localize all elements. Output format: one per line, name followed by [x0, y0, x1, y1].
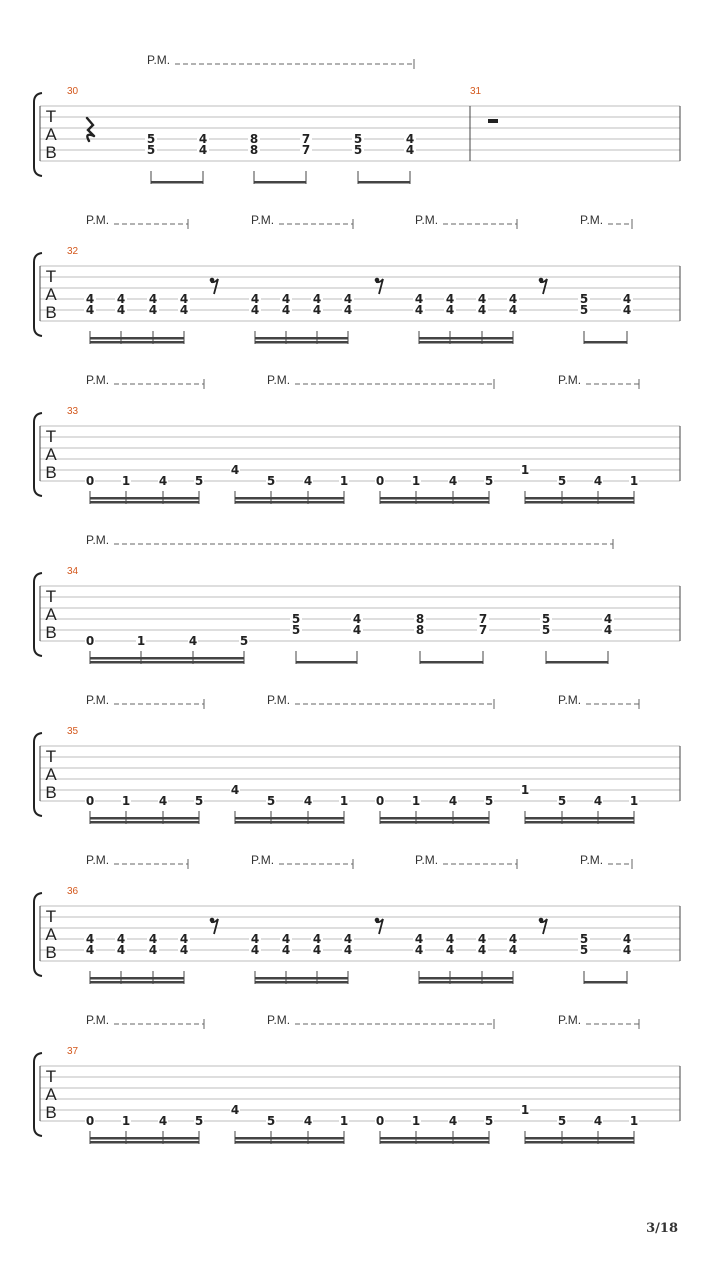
fret-number: 4	[85, 292, 95, 306]
beam	[235, 497, 344, 500]
fret-number: 4	[593, 474, 603, 488]
fret-number: 4	[445, 292, 455, 306]
fret-number: 4	[148, 292, 158, 306]
tab-clef-a: A	[45, 925, 57, 944]
tab-clef-t: T	[45, 267, 57, 286]
beam	[90, 337, 184, 340]
palm-mute-label: P.M.	[580, 853, 604, 867]
fret-number: 1	[121, 474, 131, 488]
palm-mute-label: P.M.	[86, 1013, 110, 1027]
fret-number: 4	[508, 292, 518, 306]
fret-number: 4	[250, 303, 260, 317]
beam	[90, 661, 244, 664]
fret-number: 5	[484, 1114, 494, 1128]
fret-number: 4	[414, 303, 424, 317]
fret-number: 7	[301, 143, 311, 157]
palm-mute-label: P.M.	[86, 373, 110, 387]
beam	[546, 661, 608, 664]
system-bracket	[34, 413, 42, 496]
beam	[525, 1141, 634, 1144]
fret-number: 4	[352, 612, 362, 626]
beam	[420, 661, 483, 664]
system-bracket	[34, 93, 42, 176]
fret-number: 1	[629, 794, 639, 808]
beam	[254, 181, 306, 184]
tab-clef-a: A	[45, 125, 57, 144]
fret-number: 4	[230, 783, 240, 797]
page-number: 3/18	[646, 1221, 678, 1236]
fret-number: 4	[445, 943, 455, 957]
tab-clef-b: B	[45, 623, 57, 642]
fret-number: 4	[593, 1114, 603, 1128]
fret-number: 1	[121, 1114, 131, 1128]
fret-number: 7	[478, 623, 488, 637]
beam	[525, 817, 634, 820]
tab-clef-b: B	[45, 143, 57, 162]
fret-number: 4	[85, 932, 95, 946]
fret-number: 5	[266, 1114, 276, 1128]
tab-clef-b: B	[45, 1103, 57, 1122]
fret-number: 1	[411, 474, 421, 488]
fret-number: 1	[629, 1114, 639, 1128]
fret-number: 5	[291, 612, 301, 626]
system-bracket	[34, 733, 42, 816]
beam	[525, 821, 634, 824]
beam	[235, 817, 344, 820]
beam	[584, 341, 627, 344]
fret-number: 4	[281, 303, 291, 317]
fret-number: 8	[249, 143, 259, 157]
palm-mute-label: P.M.	[267, 693, 291, 707]
palm-mute-label: P.M.	[251, 213, 275, 227]
beam	[296, 661, 357, 664]
fret-number: 4	[593, 794, 603, 808]
fret-number: 4	[405, 143, 415, 157]
fret-number: 1	[136, 634, 146, 648]
fret-number: 5	[484, 474, 494, 488]
beam	[380, 1137, 489, 1140]
tab-clef-a: A	[45, 605, 57, 624]
fret-number: 4	[250, 292, 260, 306]
beam	[255, 981, 348, 984]
fret-number: 4	[508, 943, 518, 957]
palm-mute-label: P.M.	[86, 853, 110, 867]
fret-number: 4	[622, 943, 632, 957]
fret-number: 4	[508, 303, 518, 317]
fret-number: 4	[477, 303, 487, 317]
fret-number: 5	[579, 292, 589, 306]
fret-number: 5	[557, 474, 567, 488]
fret-number: 5	[541, 612, 551, 626]
fret-number: 4	[622, 932, 632, 946]
palm-mute-label: P.M.	[86, 213, 110, 227]
measure-number: 37	[67, 1046, 79, 1057]
fret-number: 4	[603, 612, 613, 626]
palm-mute-label: P.M.	[86, 693, 110, 707]
tab-clef-t: T	[45, 587, 57, 606]
fret-number: 8	[415, 623, 425, 637]
measure-number: 31	[470, 86, 482, 97]
fret-number: 4	[188, 634, 198, 648]
fret-number: 4	[477, 292, 487, 306]
system-bracket	[34, 253, 42, 336]
beam	[235, 1141, 344, 1144]
beam	[90, 1141, 199, 1144]
fret-number: 4	[116, 943, 126, 957]
fret-number: 4	[281, 932, 291, 946]
fret-number: 5	[579, 303, 589, 317]
palm-mute-label: P.M.	[415, 853, 439, 867]
palm-mute-label: P.M.	[580, 213, 604, 227]
system-bracket	[34, 573, 42, 656]
tab-clef-a: A	[45, 445, 57, 464]
fret-number: 4	[230, 1103, 240, 1117]
tab-clef-b: B	[45, 303, 57, 322]
fret-number: 4	[281, 292, 291, 306]
fret-number: 0	[85, 1114, 95, 1128]
fret-number: 4	[116, 303, 126, 317]
fret-number: 5	[484, 794, 494, 808]
beam	[584, 981, 627, 984]
beam	[90, 821, 199, 824]
tab-clef-b: B	[45, 943, 57, 962]
tab-clef-a: A	[45, 765, 57, 784]
fret-number: 4	[85, 943, 95, 957]
fret-number: 4	[230, 463, 240, 477]
fret-number: 4	[312, 932, 322, 946]
beam	[90, 977, 184, 980]
fret-number: 5	[557, 1114, 567, 1128]
fret-number: 1	[520, 1103, 530, 1117]
palm-mute-label: P.M.	[267, 1013, 291, 1027]
palm-mute-label: P.M.	[147, 53, 171, 67]
fret-number: 1	[411, 1114, 421, 1128]
fret-number: 0	[85, 634, 95, 648]
fret-number: 4	[414, 932, 424, 946]
fret-number: 1	[629, 474, 639, 488]
beam	[525, 1137, 634, 1140]
fret-number: 4	[448, 474, 458, 488]
fret-number: 5	[266, 794, 276, 808]
beam	[380, 817, 489, 820]
eighth-rest	[210, 278, 218, 294]
fret-number: 4	[343, 932, 353, 946]
fret-number: 1	[339, 1114, 349, 1128]
fret-number: 4	[148, 943, 158, 957]
measure-number: 32	[67, 246, 79, 257]
fret-number: 4	[303, 474, 313, 488]
system-bracket	[34, 1053, 42, 1136]
fret-number: 5	[579, 943, 589, 957]
tab-clef-a: A	[45, 285, 57, 304]
palm-mute-label: P.M.	[558, 1013, 582, 1027]
tab-clef-t: T	[45, 107, 57, 126]
eighth-rest	[539, 278, 547, 294]
fret-number: 4	[448, 1114, 458, 1128]
fret-number: 5	[239, 634, 249, 648]
fret-number: 5	[146, 143, 156, 157]
beam	[525, 497, 634, 500]
fret-number: 4	[148, 932, 158, 946]
fret-number: 4	[477, 943, 487, 957]
fret-number: 1	[411, 794, 421, 808]
tab-clef-t: T	[45, 907, 57, 926]
measure-number: 35	[67, 726, 79, 737]
fret-number: 4	[281, 943, 291, 957]
beam	[419, 977, 513, 980]
eighth-rest	[375, 918, 383, 934]
fret-number: 0	[85, 474, 95, 488]
beam	[90, 657, 244, 660]
tab-clef-b: B	[45, 783, 57, 802]
fret-number: 4	[158, 794, 168, 808]
fret-number: 4	[158, 1114, 168, 1128]
fret-number: 4	[448, 794, 458, 808]
fret-number: 4	[622, 292, 632, 306]
tab-clef-b: B	[45, 463, 57, 482]
fret-number: 7	[301, 132, 311, 146]
beam	[255, 337, 348, 340]
tab-clef-a: A	[45, 1085, 57, 1104]
beam	[419, 981, 513, 984]
measure-number: 34	[67, 566, 79, 577]
fret-number: 4	[343, 943, 353, 957]
quarter-rest	[87, 118, 94, 141]
eighth-rest	[375, 278, 383, 294]
measure-number: 30	[67, 86, 79, 97]
eighth-rest	[210, 918, 218, 934]
beam	[380, 821, 489, 824]
fret-number: 1	[121, 794, 131, 808]
fret-number: 4	[352, 623, 362, 637]
fret-number: 4	[179, 943, 189, 957]
fret-number: 4	[179, 932, 189, 946]
fret-number: 4	[477, 932, 487, 946]
fret-number: 4	[303, 794, 313, 808]
fret-number: 4	[445, 932, 455, 946]
fret-number: 4	[343, 303, 353, 317]
fret-number: 5	[541, 623, 551, 637]
beam	[235, 1137, 344, 1140]
fret-number: 4	[116, 932, 126, 946]
fret-number: 4	[158, 474, 168, 488]
fret-number: 4	[198, 132, 208, 146]
fret-number: 8	[249, 132, 259, 146]
fret-number: 4	[179, 292, 189, 306]
fret-number: 5	[353, 132, 363, 146]
beam	[255, 341, 348, 344]
fret-number: 8	[415, 612, 425, 626]
beam	[419, 337, 513, 340]
fret-number: 4	[85, 303, 95, 317]
fret-number: 5	[353, 143, 363, 157]
beam	[255, 977, 348, 980]
palm-mute-label: P.M.	[558, 373, 582, 387]
fret-number: 5	[266, 474, 276, 488]
fret-number: 5	[291, 623, 301, 637]
fret-number: 4	[148, 303, 158, 317]
fret-number: 4	[312, 303, 322, 317]
fret-number: 5	[146, 132, 156, 146]
tab-clef-t: T	[45, 747, 57, 766]
tab-clef-t: T	[45, 1067, 57, 1086]
fret-number: 4	[312, 943, 322, 957]
fret-number: 5	[194, 1114, 204, 1128]
fret-number: 0	[375, 1114, 385, 1128]
palm-mute-label: P.M.	[251, 853, 275, 867]
measure-number: 33	[67, 406, 79, 417]
fret-number: 4	[405, 132, 415, 146]
fret-number: 1	[339, 794, 349, 808]
beam	[90, 817, 199, 820]
beam	[90, 501, 199, 504]
whole-rest	[488, 119, 498, 123]
fret-number: 0	[85, 794, 95, 808]
system-bracket	[34, 893, 42, 976]
fret-number: 4	[414, 292, 424, 306]
eighth-rest	[539, 918, 547, 934]
fret-number: 5	[194, 794, 204, 808]
beam	[235, 821, 344, 824]
fret-number: 7	[478, 612, 488, 626]
fret-number: 4	[622, 303, 632, 317]
beam	[358, 181, 410, 184]
fret-number: 4	[603, 623, 613, 637]
fret-number: 5	[557, 794, 567, 808]
beam	[90, 981, 184, 984]
fret-number: 0	[375, 474, 385, 488]
beam	[380, 497, 489, 500]
tab-clef-t: T	[45, 427, 57, 446]
fret-number: 1	[339, 474, 349, 488]
beam	[90, 1137, 199, 1140]
fret-number: 4	[198, 143, 208, 157]
beam	[151, 181, 203, 184]
fret-number: 4	[445, 303, 455, 317]
beam	[380, 501, 489, 504]
beam	[235, 501, 344, 504]
palm-mute-label: P.M.	[86, 533, 110, 547]
beam	[419, 341, 513, 344]
fret-number: 4	[116, 292, 126, 306]
beam	[90, 341, 184, 344]
fret-number: 4	[179, 303, 189, 317]
palm-mute-label: P.M.	[415, 213, 439, 227]
fret-number: 4	[250, 932, 260, 946]
palm-mute-label: P.M.	[267, 373, 291, 387]
fret-number: 4	[303, 1114, 313, 1128]
fret-number: 0	[375, 794, 385, 808]
beam	[90, 497, 199, 500]
fret-number: 4	[312, 292, 322, 306]
fret-number: 4	[343, 292, 353, 306]
beam	[380, 1141, 489, 1144]
beam	[525, 501, 634, 504]
fret-number: 1	[520, 463, 530, 477]
fret-number: 4	[414, 943, 424, 957]
fret-number: 4	[250, 943, 260, 957]
fret-number: 5	[579, 932, 589, 946]
fret-number: 4	[508, 932, 518, 946]
fret-number: 1	[520, 783, 530, 797]
fret-number: 5	[194, 474, 204, 488]
measure-number: 36	[67, 886, 79, 897]
palm-mute-label: P.M.	[558, 693, 582, 707]
